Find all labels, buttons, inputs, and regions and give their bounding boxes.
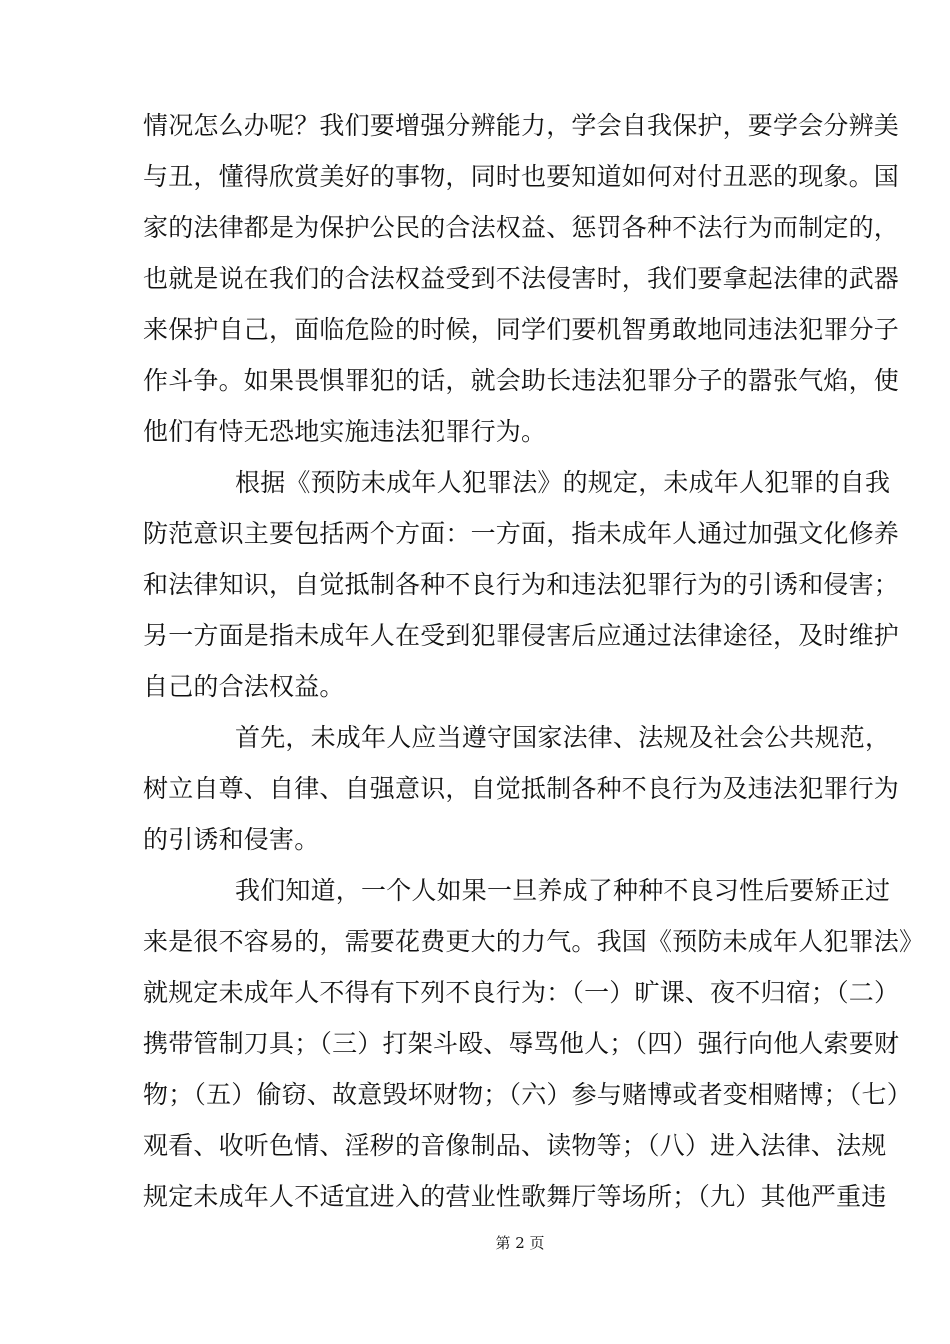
text-line: 物；（五）偷窃、故意毁坏财物；（六）参与赌博或者变相赌博；（七） xyxy=(143,1080,912,1109)
text-line: 情况怎么办呢？我们要增强分辨能力，学会自我保护，要学会分辨美 xyxy=(143,111,900,140)
text-line: 自己的合法权益。 xyxy=(143,672,345,701)
text-line: 根据《预防未成年人犯罪法》的规定，未成年人犯罪的自我 xyxy=(235,468,891,497)
text-line: 也就是说在我们的合法权益受到不法侵害时，我们要拿起法律的武器 xyxy=(143,264,900,293)
text-line: 另一方面是指未成年人在受到犯罪侵害后应通过法律途径，及时维护 xyxy=(143,621,900,650)
text-line: 规定未成年人不适宜进入的营业性歌舞厅等场所；（九）其他严重违 xyxy=(143,1182,887,1211)
text-line: 与丑，懂得欣赏美好的事物，同时也要知道如何对付丑恶的现象。国 xyxy=(143,162,900,191)
text-line: 和法律知识，自觉抵制各种不良行为和违法犯罪行为的引诱和侵害； xyxy=(143,570,900,599)
paragraph-2 xyxy=(143,457,900,712)
text-line: 防范意识主要包括两个方面：一方面，指未成年人通过加强文化修养 xyxy=(143,519,900,548)
text-line: 树立自尊、自律、自强意识，自觉抵制各种不良行为及违法犯罪行为 xyxy=(143,774,900,803)
text-line: 携带管制刀具；（三）打架斗殴、辱骂他人；（四）强行向他人索要财 xyxy=(143,1029,900,1058)
text-line: 我们知道，一个人如果一旦养成了种种不良习性后要矫正过 xyxy=(235,876,891,905)
text-line: 他们有恃无恐地实施违法犯罪行为。 xyxy=(143,417,547,446)
paragraph-1 xyxy=(143,100,900,457)
text-line: 家的法律都是为保护公民的合法权益、惩罚各种不法行为而制定的， xyxy=(143,213,900,242)
text-line: 来是很不容易的，需要花费更大的力气。我国《预防未成年人犯罪法》 xyxy=(143,927,925,956)
text-line: 的引诱和侵害。 xyxy=(143,825,320,854)
text-line: 作斗争。如果畏惧罪犯的话，就会助长违法犯罪分子的嚣张气焰，使 xyxy=(143,366,900,395)
page-number: 第 2 页 xyxy=(495,1234,545,1252)
text-line: 观看、收听色情、淫秽的音像制品、读物等；（八）进入法律、法规 xyxy=(143,1131,887,1160)
text-line: 首先，未成年人应当遵守国家法律、法规及社会公共规范， xyxy=(235,723,891,752)
document-body xyxy=(143,100,925,1222)
paragraph-4 xyxy=(143,865,925,1222)
text-line: 来保护自己，面临危险的时候，同学们要机智勇敢地同违法犯罪分子 xyxy=(143,315,900,344)
paragraph-3 xyxy=(143,712,900,865)
text-line: 就规定未成年人不得有下列不良行为：（一）旷课、夜不归宿；（二） xyxy=(143,978,900,1007)
